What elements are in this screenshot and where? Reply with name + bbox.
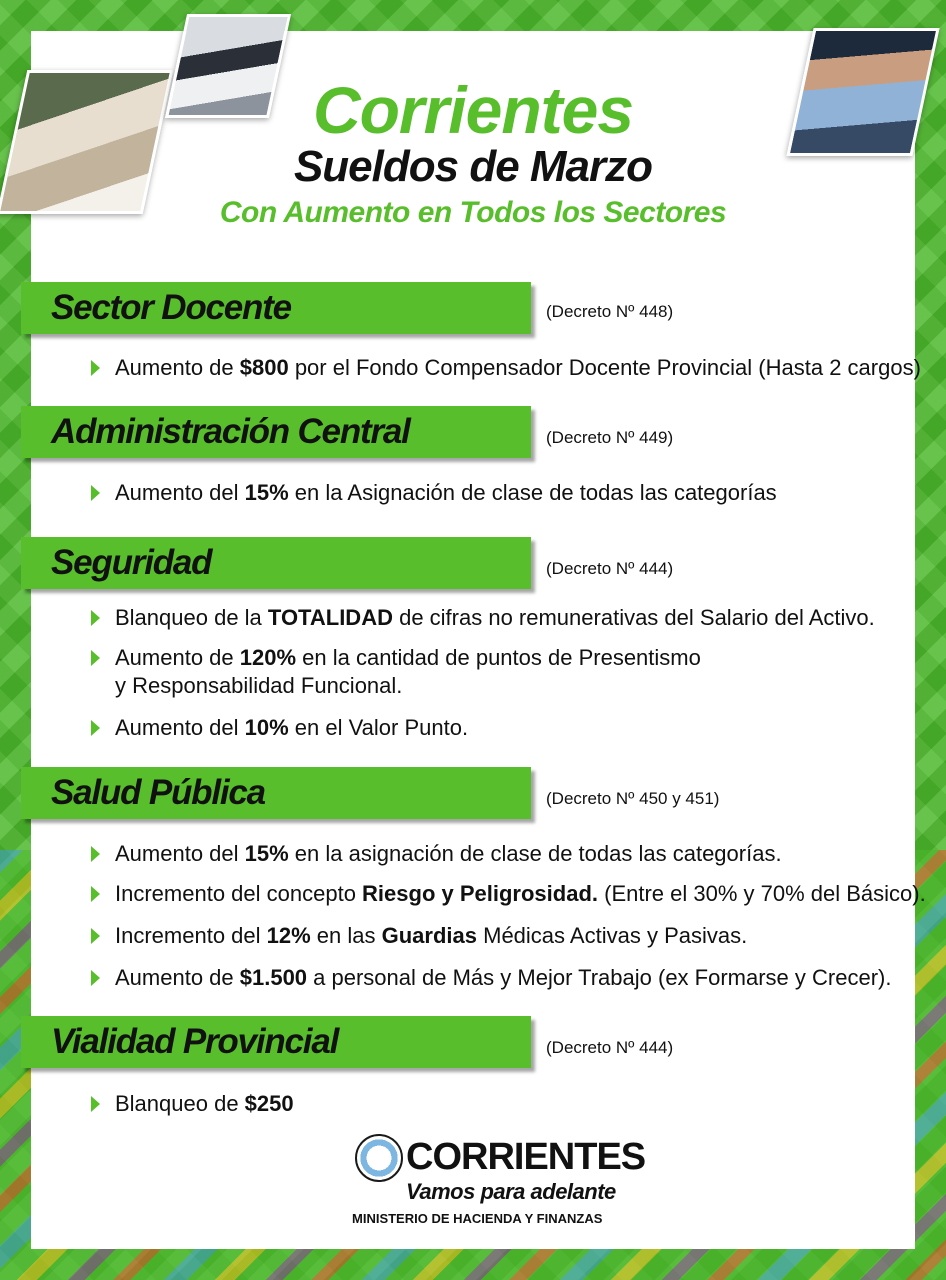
header-city: Corrientes — [312, 73, 634, 147]
arrow-bullet-icon — [91, 610, 100, 626]
arrow-bullet-icon — [91, 720, 100, 736]
section-title: Sector Docente — [51, 288, 291, 327]
decree-label: (Decreto Nº 448) — [546, 302, 674, 321]
list-item: Blanqueo de la TOTALIDAD de cifras no remunerativas del Salario del Activo. — [91, 604, 875, 632]
decree-label: (Decreto Nº 444) — [546, 559, 674, 578]
footer-tagline: Vamos para adelante — [406, 1179, 616, 1204]
list-item: Incremento del concepto Riesgo y Peligrosidad. (Entre el 30% y 70% del Básico). — [91, 880, 926, 908]
list-item: Blanqueo de $250 — [91, 1090, 294, 1118]
arrow-bullet-icon — [91, 886, 100, 902]
decree-label: (Decreto Nº 444) — [546, 1038, 674, 1057]
section-header-seguridad — [21, 537, 531, 589]
footer-ministry: MINISTERIO DE HACIENDA Y FINANZAS — [352, 1211, 603, 1226]
arrow-bullet-icon — [91, 360, 100, 376]
provincial-seal-icon — [355, 1134, 403, 1182]
section-title: Administración Central — [51, 412, 410, 451]
list-item: Aumento de $800 por el Fondo Compensador Docente Provincial (Hasta 2 cargos) — [91, 354, 921, 382]
arrow-bullet-icon — [91, 970, 100, 986]
header-title: Sueldos de Marzo — [293, 142, 653, 191]
arrow-bullet-icon — [91, 1096, 100, 1112]
decree-label: (Decreto Nº 449) — [546, 428, 674, 447]
section-header-administracion — [21, 406, 531, 458]
section-title: Salud Pública — [51, 773, 265, 812]
section-title: Seguridad — [51, 543, 212, 582]
list-item: Aumento de $1.500 a personal de Más y Mejor Trabajo (ex Formarse y Crecer). — [91, 964, 891, 992]
footer-brand: CORRIENTES — [406, 1136, 646, 1178]
arrow-bullet-icon — [91, 846, 100, 862]
section-header-salud — [21, 767, 531, 819]
decree-label: (Decreto Nº 450 y 451) — [546, 789, 720, 808]
list-item: Aumento del 10% en el Valor Punto. — [91, 714, 468, 742]
header-subtitle: Con Aumento en Todos los Sectores — [219, 196, 727, 229]
arrow-bullet-icon — [91, 650, 100, 666]
section-header-vialidad — [21, 1016, 531, 1068]
list-item: Incremento del 12% en las Guardias Médicas Activas y Pasivas. — [91, 922, 747, 950]
list-item: Aumento de 120% en la cantidad de puntos de Presentismo y Responsabilidad Funcional. — [91, 644, 701, 700]
arrow-bullet-icon — [91, 485, 100, 501]
arrow-bullet-icon — [91, 928, 100, 944]
list-item: Aumento del 15% en la Asignación de clase de todas las categorías — [91, 479, 777, 507]
section-title: Vialidad Provincial — [51, 1022, 339, 1061]
list-item: Aumento del 15% en la asignación de clase de todas las categorías. — [91, 840, 782, 868]
section-header-docente — [21, 282, 531, 334]
